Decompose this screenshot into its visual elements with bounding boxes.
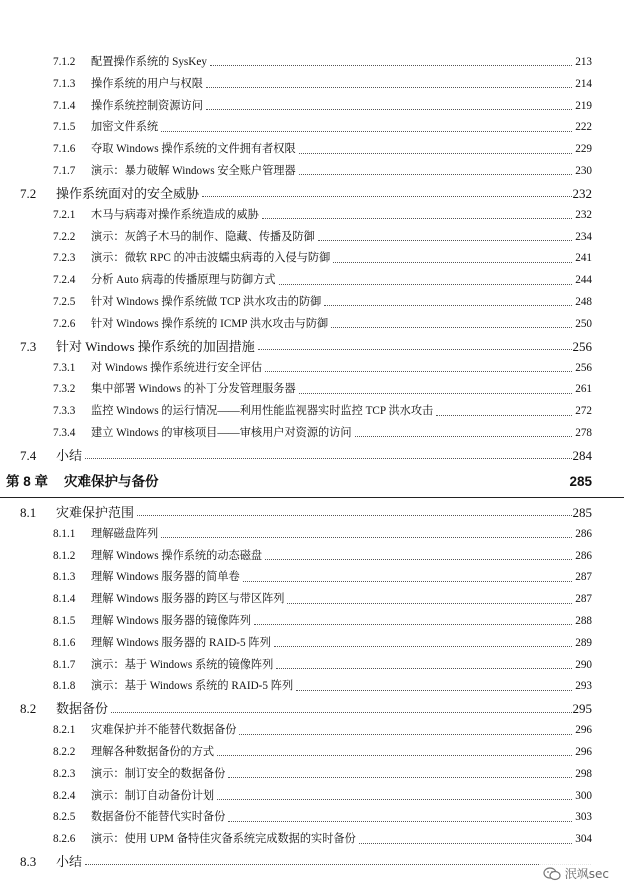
dot-leader (331, 327, 572, 328)
subsection-entry[interactable] (0, 567, 624, 589)
dot-leader (210, 65, 572, 66)
entry-page-number: 230 (575, 164, 592, 177)
entry-page-number: 286 (575, 527, 592, 540)
entry-title: 建立 Windows 的审核项目——审核用户对资源的访问 (91, 426, 352, 439)
entry-title: 演示：灰鸽子木马的制作、隐藏、传播及防御 (91, 230, 315, 243)
entry-page-number: 285 (569, 473, 592, 489)
entry-title: 理解 Windows 操作系统的动态磁盘 (91, 549, 263, 562)
subsection-entry[interactable] (0, 786, 624, 808)
dot-leader (161, 131, 572, 132)
dot-leader (111, 712, 571, 713)
chapter-entry[interactable] (0, 467, 624, 498)
entry-page-number: 295 (572, 701, 592, 717)
subsection-entry[interactable] (0, 655, 624, 677)
subsection-entry[interactable] (0, 270, 624, 292)
entry-title: 操作系统面对的安全威胁 (56, 185, 200, 201)
subsection-entry[interactable] (0, 546, 624, 568)
entry-number: 7.3 (20, 338, 37, 354)
subsection-entry[interactable] (0, 96, 624, 118)
subsection-entry[interactable] (0, 676, 624, 698)
entry-page-number: 288 (575, 614, 592, 627)
entry-page-number: 298 (575, 767, 592, 780)
wechat-icon (543, 867, 561, 881)
entry-number: 7.2.2 (53, 230, 76, 243)
dot-leader (206, 87, 572, 88)
entry-number: 7.1.4 (53, 99, 76, 112)
section-entry[interactable] (0, 183, 624, 205)
section-entry[interactable] (0, 698, 624, 720)
entry-title: 集中部署 Windows 的补丁分发管理服务器 (91, 383, 296, 396)
subsection-entry[interactable] (0, 139, 624, 161)
entry-number: 8.2.5 (53, 811, 76, 824)
entry-title: 针对 Windows 操作系统的加固措施 (56, 338, 255, 354)
entry-page-number: 244 (575, 274, 592, 287)
subsection-entry[interactable] (0, 633, 624, 655)
entry-title: 理解各种数据备份的方式 (91, 745, 215, 758)
entry-title: 数据备份不能替代实时备份 (91, 811, 226, 824)
entry-number: 8.1.4 (53, 593, 76, 606)
subsection-entry[interactable] (0, 227, 624, 249)
section-entry[interactable] (0, 502, 624, 524)
entry-number: 7.1.2 (53, 56, 76, 68)
entry-title: 理解 Windows 服务器的跨区与带区阵列 (91, 593, 285, 606)
dot-leader (217, 799, 572, 800)
entry-title: 演示：基于 Windows 系统的镜像阵列 (91, 658, 274, 671)
entry-title: 小结 (56, 853, 83, 869)
entry-page-number: 296 (575, 724, 592, 737)
entry-number: 8.2.2 (53, 745, 76, 758)
dot-leader (258, 349, 572, 350)
entry-title: 演示：制订自动备份计划 (91, 789, 215, 802)
entry-number: 8.1.6 (53, 636, 76, 649)
entry-title: 夺取 Windows 操作系统的文件拥有者权限 (91, 143, 296, 156)
dot-leader (324, 305, 572, 306)
entry-page-number: 272 (575, 405, 592, 418)
entry-page-number: 284 (572, 447, 592, 463)
entry-number: 7.2 (20, 185, 37, 201)
subsection-entry[interactable] (0, 117, 624, 139)
entry-title: 操作系统控制资源访问 (91, 99, 203, 112)
entry-number: 7.1.5 (53, 121, 76, 134)
subsection-entry[interactable] (0, 524, 624, 546)
entry-page-number: 232 (575, 208, 592, 221)
entry-page-number: 296 (575, 745, 592, 758)
entry-title: 配置操作系统的 SysKey (91, 56, 207, 68)
entry-page-number: 287 (575, 571, 592, 584)
entry-number: 7.2.1 (53, 208, 76, 221)
entry-page-number: 248 (575, 295, 592, 308)
entry-title: 理解 Windows 服务器的镜像阵列 (91, 614, 251, 627)
entry-title: 小结 (56, 447, 83, 463)
subsection-entry[interactable] (0, 52, 624, 74)
entry-title: 灾难保护范围 (56, 504, 135, 520)
dot-leader (254, 624, 572, 625)
section-entry[interactable] (0, 851, 624, 873)
entry-title: 演示：基于 Windows 系统的 RAID-5 阵列 (91, 680, 294, 693)
entry-number: 7.2.5 (53, 295, 76, 308)
subsection-entry[interactable] (0, 161, 624, 183)
dot-leader (243, 581, 573, 582)
entry-title: 对 Windows 操作系统进行安全评估 (91, 361, 263, 374)
dot-leader (206, 109, 572, 110)
dot-leader (274, 646, 572, 647)
dot-leader (276, 668, 572, 669)
subsection-entry[interactable] (0, 205, 624, 227)
entry-number: 7.1.3 (53, 77, 76, 90)
entry-number: 第 8 章 (6, 473, 49, 489)
section-entry[interactable] (0, 336, 624, 358)
dot-leader (359, 843, 572, 844)
dot-leader (161, 537, 572, 538)
dot-leader (137, 515, 571, 516)
entry-page-number: 222 (575, 121, 592, 134)
entry-page-number: 229 (575, 143, 592, 156)
section-entry[interactable] (0, 445, 624, 467)
entry-title: 理解磁盘阵列 (91, 527, 159, 540)
subsection-entry[interactable] (0, 379, 624, 401)
entry-number: 7.3.3 (53, 405, 76, 418)
entry-title: 演示：微软 RPC 的冲击波蠕虫病毒的入侵与防御 (91, 252, 331, 265)
dot-leader (279, 284, 573, 285)
watermark (540, 864, 612, 883)
subsection-entry[interactable] (0, 764, 624, 786)
entry-page-number: 256 (575, 361, 592, 374)
entry-page-number: 300 (575, 789, 592, 802)
entry-number: 7.2.6 (53, 317, 76, 330)
dot-leader (355, 436, 573, 437)
dot-leader (287, 603, 572, 604)
entry-number: 8.1.5 (53, 614, 76, 627)
entry-title: 理解 Windows 服务器的 RAID-5 阵列 (91, 636, 271, 649)
subsection-entry[interactable] (0, 358, 624, 380)
entry-page-number: 234 (575, 230, 592, 243)
entry-number: 8.1.2 (53, 549, 76, 562)
entry-page-number: 286 (575, 549, 592, 562)
entry-page-number: 290 (575, 658, 592, 671)
entry-title: 监控 Windows 的运行情况——利用性能监视器实时监控 TCP 洪水攻击 (91, 405, 434, 418)
subsection-entry[interactable] (0, 742, 624, 764)
dot-leader (202, 196, 571, 197)
entry-number: 7.3.2 (53, 383, 76, 396)
entry-number: 8.2.6 (53, 833, 76, 846)
subsection-entry[interactable] (0, 829, 624, 851)
entry-number: 8.1.3 (53, 571, 76, 584)
entry-page-number: 214 (575, 77, 592, 90)
dot-leader (85, 458, 571, 459)
entry-title: 分析 Auto 病毒的传播原理与防御方式 (91, 274, 276, 287)
dot-leader (265, 371, 572, 372)
entry-title: 加密文件系统 (91, 121, 159, 134)
subsection-entry[interactable] (0, 314, 624, 336)
entry-page-number: 256 (572, 338, 592, 354)
entry-title: 木马与病毒对操作系统造成的威胁 (91, 208, 259, 221)
entry-page-number: 250 (575, 317, 592, 330)
subsection-entry[interactable] (0, 423, 624, 445)
dot-leader (228, 821, 572, 822)
entry-number: 8.1.8 (53, 680, 76, 693)
entry-page-number: 219 (575, 99, 592, 112)
entry-title: 理解 Windows 服务器的简单卷 (91, 571, 240, 584)
entry-page-number: 261 (575, 383, 592, 396)
dot-leader (262, 218, 572, 219)
entry-number: 8.2 (20, 701, 37, 717)
dot-leader (299, 174, 573, 175)
dot-leader (299, 153, 573, 154)
entry-number: 8.1.7 (53, 658, 76, 671)
entry-number: 8.1.1 (53, 527, 76, 540)
entry-number: 8.1 (20, 504, 37, 520)
subsection-entry[interactable] (0, 807, 624, 829)
subsection-entry[interactable] (0, 401, 624, 423)
subsection-entry[interactable] (0, 74, 624, 96)
entry-title: 灾难保护并不能替代数据备份 (91, 724, 237, 737)
dot-leader (333, 262, 572, 263)
entry-number: 8.2.1 (53, 724, 76, 737)
entry-page-number: 285 (572, 504, 592, 520)
entry-number: 7.2.4 (53, 274, 76, 287)
entry-title: 演示：暴力破解 Windows 安全账户管理器 (91, 164, 296, 177)
dot-leader (85, 864, 591, 865)
entry-title: 针对 Windows 操作系统的 ICMP 洪水攻击与防御 (91, 317, 329, 330)
entry-number: 7.1.7 (53, 164, 76, 177)
entry-title: 演示：使用 UPM 备特佳灾备系统完成数据的实时备份 (91, 833, 356, 846)
entry-page-number: 278 (575, 426, 592, 439)
entry-number: 7.1.6 (53, 143, 76, 156)
subsection-entry[interactable] (0, 292, 624, 314)
entry-page-number: 213 (575, 56, 592, 68)
dot-leader (299, 393, 573, 394)
entry-page-number: 232 (572, 185, 592, 201)
entry-page-number: 303 (575, 811, 592, 824)
entry-page-number: 287 (575, 593, 592, 606)
watermark-text: 泯飒sec (564, 867, 609, 881)
entry-title: 演示：制订安全的数据备份 (91, 767, 226, 780)
entry-number: 8.3 (20, 853, 37, 869)
entry-title: 针对 Windows 操作系统做 TCP 洪水攻击的防御 (91, 295, 322, 308)
entry-title: 数据备份 (56, 701, 109, 717)
entry-page-number: 293 (575, 680, 592, 693)
dot-leader (217, 755, 572, 756)
subsection-entry[interactable] (0, 589, 624, 611)
entry-title: 操作系统的用户与权限 (91, 77, 203, 90)
entry-number: 8.2.3 (53, 767, 76, 780)
dot-leader (436, 415, 572, 416)
subsection-entry[interactable] (0, 611, 624, 633)
dot-leader (265, 559, 572, 560)
entry-number: 7.2.3 (53, 252, 76, 265)
subsection-entry[interactable] (0, 248, 624, 270)
entry-number: 7.4 (20, 447, 37, 463)
table-of-contents (0, 52, 624, 873)
entry-number: 7.3.1 (53, 361, 76, 374)
subsection-entry[interactable] (0, 720, 624, 742)
entry-page-number: 241 (575, 252, 592, 265)
entry-number: 7.3.4 (53, 426, 76, 439)
entry-number: 8.2.4 (53, 789, 76, 802)
entry-page-number: 289 (575, 636, 592, 649)
dot-leader (296, 690, 572, 691)
entry-page-number: 304 (575, 833, 592, 846)
dot-leader (239, 734, 572, 735)
dot-leader (228, 777, 572, 778)
entry-title: 灾难保护与备份 (64, 473, 159, 489)
dot-leader (318, 240, 572, 241)
